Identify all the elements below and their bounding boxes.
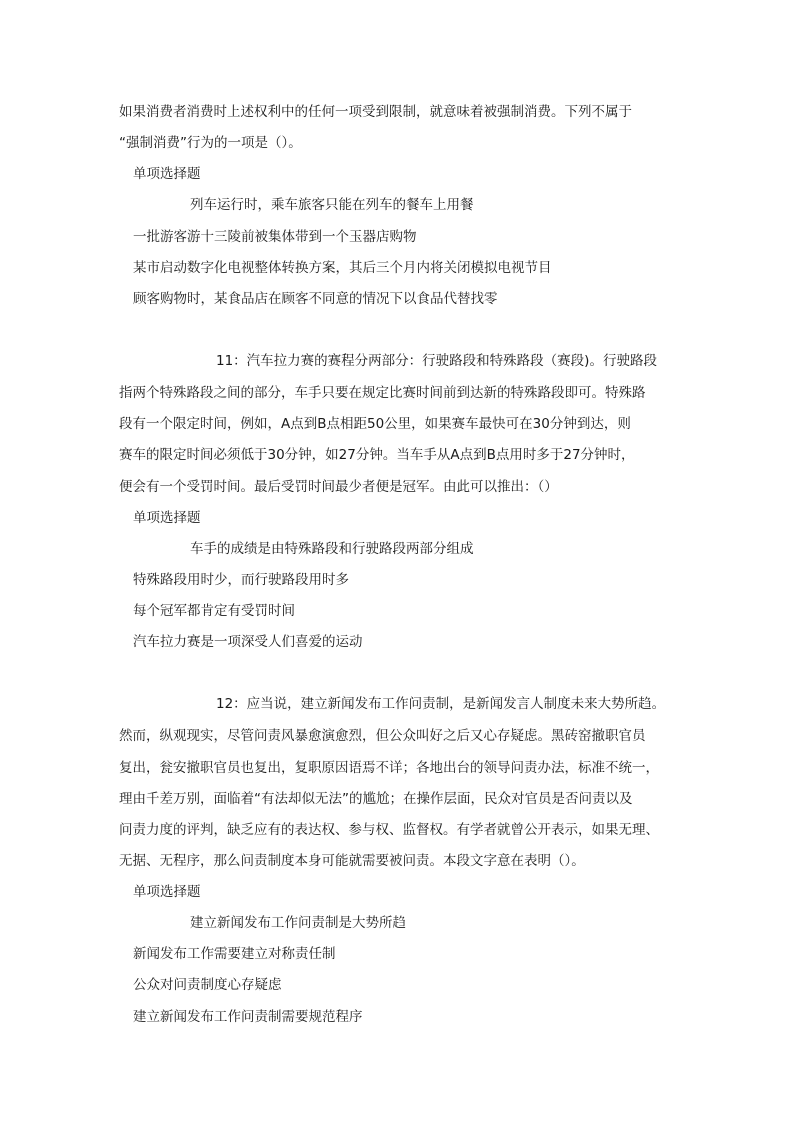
q11-stem-line-4: 赛车的限定时间必须低于30分钟，如27分钟。当车手从A点到B点用时多于27分钟时，: [119, 447, 635, 463]
q11-option-d: 汽车拉力赛是一项深受人们喜爱的运动: [133, 634, 363, 650]
q11-stem-line-5: 便会有一个受罚时间。最后受罚时间最少者便是冠军。由此可以推出：（）: [119, 479, 558, 495]
q11-option-a: 车手的成绩是由特殊路段和行驶路段两部分组成: [190, 541, 474, 557]
q10-stem-line-1: 如果消费者消费时上述权利中的任何一项受到限制，就意味着被强制消费。下列不属于: [119, 104, 632, 120]
q12-option-a: 建立新闻发布工作问责制是大势所趋: [190, 915, 406, 931]
q12-stem-line-3: 复出，瓮安撤职官员也复出，复职原因语焉不详；各地出台的领导问责办法，标准不统一，: [119, 760, 659, 776]
q10-option-a: 列车运行时，乘车旅客只能在列车的餐车上用餐: [190, 197, 474, 213]
q12-option-c: 公众对问责制度心存疑虑: [133, 977, 282, 993]
q10-option-c: 某市启动数字化电视整体转换方案，其后三个月内将关闭模拟电视节目: [133, 260, 552, 276]
q12-stem-line-1: 12：应当说，建立新闻发布工作问责制，是新闻发言人制度未来大势所趋。: [216, 696, 666, 712]
q11-stem-line-2: 指两个特殊路段之间的部分，车手只要在规定比赛时间前到达新的特殊路段即可。特殊路: [119, 385, 646, 401]
q10-option-b: 一批游客游十三陵前被集体带到一个玉器店购物: [133, 229, 417, 245]
q12-stem-line-2: 然而，纵观现实，尽管问责风暴愈演愈烈，但公众叫好之后又心存疑虑。黑砖窑撤职官员: [119, 728, 646, 744]
q11-option-c: 每个冠军都肯定有受罚时间: [133, 603, 295, 619]
q11-stem-line-3: 段有一个限定时间，例如，A点到B点相距50公里，如果赛车最快可在30分钟到达，则: [119, 416, 631, 432]
q12-option-d: 建立新闻发布工作问责制需要规范程序: [133, 1009, 363, 1025]
q11-type-label: 单项选择题: [133, 510, 201, 526]
q12-stem-line-4: 理由千差万别，面临着“有法却似无法”的尴尬；在操作层面，民众对官员是否问责以及: [119, 791, 633, 807]
q11-option-b: 特殊路段用时少，而行驶路段用时多: [133, 572, 349, 588]
q12-stem-line-5: 问责力度的评判，缺乏应有的表达权、参与权、监督权。有学者就曾公开表示，如果无理、: [119, 822, 659, 838]
q10-type-label: 单项选择题: [133, 166, 201, 182]
q12-type-label: 单项选择题: [133, 884, 201, 900]
q12-stem-line-6: 无据、无程序，那么问责制度本身可能就需要被问责。本段文字意在表明（）。: [119, 853, 585, 869]
q10-option-d: 顾客购物时，某食品店在顾客不同意的情况下以食品代替找零: [133, 291, 498, 307]
q10-stem-line-2: “强制消费”行为的一项是（）。: [119, 135, 302, 151]
q12-option-b: 新闻发布工作需要建立对称责任制: [133, 946, 336, 962]
q11-stem-line-1: 11：汽车拉力赛的赛程分两部分：行驶路段和特殊路段（赛段)。行驶路段: [216, 353, 657, 369]
